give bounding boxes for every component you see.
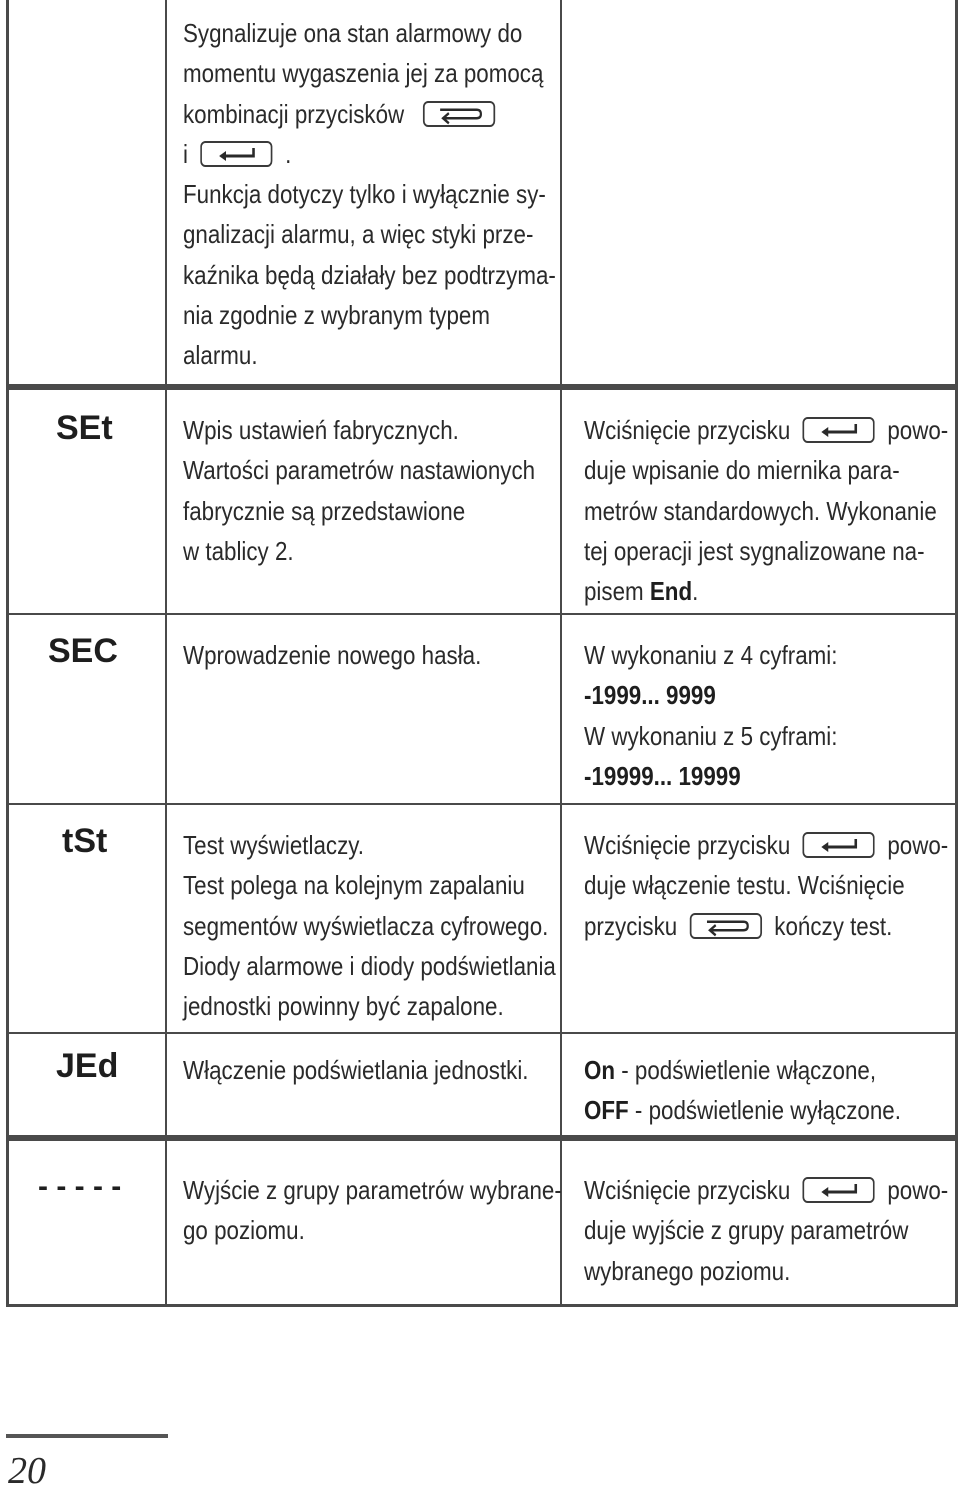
text-line-with-key xyxy=(584,1170,948,1210)
text-line-with-key xyxy=(183,94,556,134)
row1-notes xyxy=(584,410,948,611)
table-divider-code-description xyxy=(165,0,167,1307)
text-fragment: kombinacji przycisków xyxy=(183,98,405,129)
text-line xyxy=(584,1050,901,1090)
text-line: Wyjście z grupy parametrów wybrane- xyxy=(183,1175,562,1205)
text-fragment: pisem xyxy=(584,576,644,607)
text-fragment: powo- xyxy=(887,415,949,445)
table-border-left xyxy=(6,0,9,1307)
text-fragment: kończy test. xyxy=(774,910,893,941)
text-line: jednostki powinny być zapalone. xyxy=(183,991,504,1022)
parameter-code-set: SEt xyxy=(56,409,113,447)
row-separator-4 xyxy=(6,1032,958,1034)
range-value: -19999... 19999 xyxy=(584,760,741,791)
parameter-code-jed: JEd xyxy=(56,1047,119,1085)
text-line: nia zgodnie z wybranym typem xyxy=(183,300,490,331)
display-text-on: On xyxy=(584,1055,616,1085)
text-line: alarmu. xyxy=(183,340,258,371)
row-separator-1 xyxy=(6,384,958,390)
text-fragment: i xyxy=(183,138,188,169)
text-fragment: Wciśnięcie przycisku xyxy=(584,830,791,860)
text-line: w tablicy 2. xyxy=(183,535,294,566)
text-line: segmentów wyświetlacza cyfrowego. xyxy=(183,910,549,941)
text-fragment: . xyxy=(692,576,699,607)
text-line: Test polega na kolejnym zapalaniu xyxy=(183,870,525,901)
text-line-with-key xyxy=(584,906,948,946)
text-line: Funkcja dotyczy tylko i wyłącznie sy- xyxy=(183,179,546,210)
text-line: Diody alarmowe i diody podświetlania xyxy=(183,950,556,981)
enter-key-icon xyxy=(803,832,875,858)
table-border-right xyxy=(955,0,958,1307)
text-line: Włączenie podświetlania jednostki. xyxy=(183,1055,529,1085)
text-line xyxy=(584,571,948,611)
text-line: Wprowadzenie nowego hasła. xyxy=(183,640,482,670)
row-separator-2 xyxy=(6,613,958,615)
row-separator-5 xyxy=(6,1135,958,1141)
text-fragment: powo- xyxy=(887,1175,949,1205)
text-line: metrów standardowych. Wykonanie xyxy=(584,495,937,526)
row-separator-3 xyxy=(6,803,958,805)
text-fragment: . xyxy=(285,138,292,169)
enter-key-icon xyxy=(803,1177,875,1203)
text-line: go poziomu. xyxy=(183,1215,305,1246)
cycle-key-icon xyxy=(423,101,495,127)
row2-description xyxy=(183,635,481,675)
row4-notes xyxy=(584,1050,901,1131)
range-value: -1999... 9999 xyxy=(584,680,716,711)
text-line: tej operacji jest sygnalizowane na- xyxy=(584,535,925,566)
text-line-with-key xyxy=(584,825,948,865)
text-line: duje włączenie testu. Wciśnięcie xyxy=(584,870,905,901)
table-border-bottom xyxy=(6,1304,958,1307)
text-line-with-key xyxy=(584,410,948,450)
footer-rule xyxy=(6,1434,168,1438)
text-line: momentu wygaszenia jej za pomocą xyxy=(183,58,544,89)
text-line xyxy=(584,1090,901,1130)
display-text-off: OFF xyxy=(584,1095,629,1126)
text-line: W wykonaniu z 4 cyframi: xyxy=(584,640,838,670)
text-fragment: Wciśnięcie przycisku xyxy=(584,1175,791,1205)
text-line: kaźnika będą działały bez podtrzyma- xyxy=(183,259,556,290)
row4-description xyxy=(183,1050,529,1090)
text-fragment: powo- xyxy=(887,830,949,860)
cycle-key-icon xyxy=(690,913,762,939)
text-line: duje wpisanie do miernika para- xyxy=(584,455,900,486)
row5-description xyxy=(183,1170,562,1251)
text-line: gnalizacji alarmu, a więc styki prze- xyxy=(183,219,534,250)
text-line: fabrycznie są przedstawione xyxy=(183,495,466,526)
text-fragment: - podświetlenie wyłączone. xyxy=(628,1095,901,1126)
enter-key-icon xyxy=(803,417,875,443)
table-divider-description-notes xyxy=(560,0,562,1307)
text-line: wybranego poziomu. xyxy=(584,1255,791,1286)
parameter-code-exit: - - - - - xyxy=(38,1170,122,1203)
parameter-code-tst: tSt xyxy=(62,822,108,860)
text-fragment: - podświetlenie włączone, xyxy=(615,1055,877,1085)
parameter-code-sec: SEC xyxy=(48,632,118,670)
text-line: duje wyjście z grupy parametrów xyxy=(584,1215,909,1246)
text-line: Test wyświetlaczy. xyxy=(183,830,364,860)
display-text-end: End xyxy=(649,576,693,607)
enter-key-icon xyxy=(200,141,272,167)
text-line: Sygnalizuje ona stan alarmowy do xyxy=(183,18,523,48)
text-line-with-key xyxy=(183,134,556,174)
text-line: W wykonaniu z 5 cyframi: xyxy=(584,720,838,751)
text-line: Wpis ustawień fabrycznych. xyxy=(183,415,459,445)
row2-notes xyxy=(584,635,837,796)
row0-description xyxy=(183,13,556,376)
row1-description xyxy=(183,410,535,571)
text-fragment: przycisku xyxy=(584,910,678,941)
row3-notes xyxy=(584,825,948,946)
row5-notes xyxy=(584,1170,948,1291)
text-fragment: Wciśnięcie przycisku xyxy=(584,415,791,445)
text-line: Wartości parametrów nastawionych xyxy=(183,455,536,486)
row3-description xyxy=(183,825,556,1026)
page-number: 20 xyxy=(8,1450,46,1492)
